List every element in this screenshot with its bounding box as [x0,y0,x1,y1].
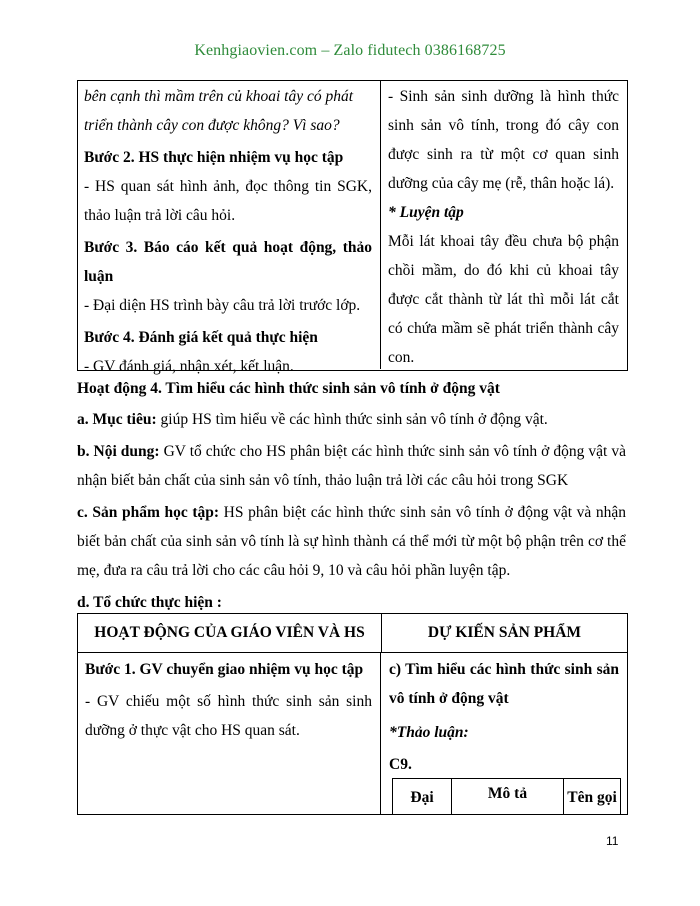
activity-4-section [77,374,626,617]
step4-title: Bước 4. Đánh giá kết quả thực hiện [84,329,318,346]
product-paragraph [77,498,626,586]
inner-header-representative: Đại [393,779,452,815]
step2-title: Bước 2. HS thực hiện nhiệm vụ học tập [84,149,344,166]
page-number: 11 [606,834,619,848]
objective-text: giúp HS tìm hiểu về các hình thức sinh sản vô tính ở động vật. [156,411,548,429]
c9-inner-table [392,778,621,815]
reproduction-definition: - Sinh sản sinh dưỡng là hình thức sinh sản vô tính, trong đó cây con được sinh ra từ một cơ quan sinh dưỡng của cây mẹ (rễ, thân hoặc lá). [388,88,619,192]
table-1-right-cell [380,80,627,369]
step4-text: - GV đánh giá, nhận xét, kết luận. [84,358,294,375]
product-text: HS phân biệt các hình thức sinh sản vô tính ở động vật và nhận biết bản chất của sinh sản vô tính là sự hình thành cá thể mới từ một bộ phận trên cơ thể mẹ, đưa ra câu trả lời cho các câu hỏi 9, 10 và câu hỏi phần luyện tập. [77,503,627,580]
activity-4-title: Hoạt động 4. Tìm hiểu các hình thức sinh sản vô tính ở động vật [77,380,500,397]
inner-header-description: Mô tả [452,779,564,815]
discussion-label: *Thảo luận: [389,724,469,741]
table-1-left-cell [77,80,380,375]
step2-text: - HS quan sát hình ảnh, đọc thông tin SGK, thảo luận trả lời câu hỏi. [84,178,372,224]
objective-paragraph [77,405,626,434]
table-2 [77,613,628,815]
table-2-left-cell [78,653,381,814]
content-label: b. Nội dung: [77,442,160,460]
table-2-header-row [78,614,627,653]
step3-text: - Đại diện HS trình bày câu trả lời trước lớp. [84,297,361,314]
header-teacher-activity: HOẠT ĐỘNG CỦA GIÁO VIÊN VÀ HS [78,614,382,652]
step3-title: Bước 3. Báo cáo kết quả hoạt động, thảo luận [84,239,372,285]
table-2-right-cell [381,653,627,814]
page-header: Kenhgiaovien.com – Zalo fidutech 0386168725 [194,42,506,59]
question-line-1: bên cạnh thì mầm trên củ khoai tây có phát [84,88,354,105]
content-paragraph [77,437,626,496]
objective-label: a. Mục tiêu: [77,411,157,429]
organization-label: d. Tổ chức thực hiện : [77,593,222,611]
content-text: GV tổ chức cho HS phân biệt các hình thức sinh sản vô tính ở động vật và nhận biết bản chất của sinh sản vô tính, thảo luận trả lời các câu hỏi trong SGK [77,442,626,490]
header-expected-product: DỰ KIẾN SẢN PHẨM [427,624,582,641]
product-label: c. Sản phẩm học tập: [77,503,220,521]
question-line-2: triển thành cây con được không? Vì sao? [84,117,340,134]
c9-label: C9. [389,756,412,773]
practice-label: * Luyện tập [388,204,464,221]
inner-header-name: Tên gọi [567,788,617,806]
t2-right-title: c) Tìm hiểu các hình thức sinh sản vô tính ở động vật [389,661,619,707]
practice-answer: Mỗi lát khoai tây đều chưa bộ phận chồi mầm, do đó khi củ khoai tây được cắt thành từ lát thì mỗi lát cắt có chứa mầm sẽ phát triển thành cây con. [388,233,619,366]
t2-step1-title: Bước 1. GV chuyển giao nhiệm vụ học tập [85,661,364,678]
table-2-row [78,653,627,814]
t2-step1-text: - GV chiếu một số hình thức sinh sản sinh dưỡng ở thực vật cho HS quan sát. [85,693,372,739]
